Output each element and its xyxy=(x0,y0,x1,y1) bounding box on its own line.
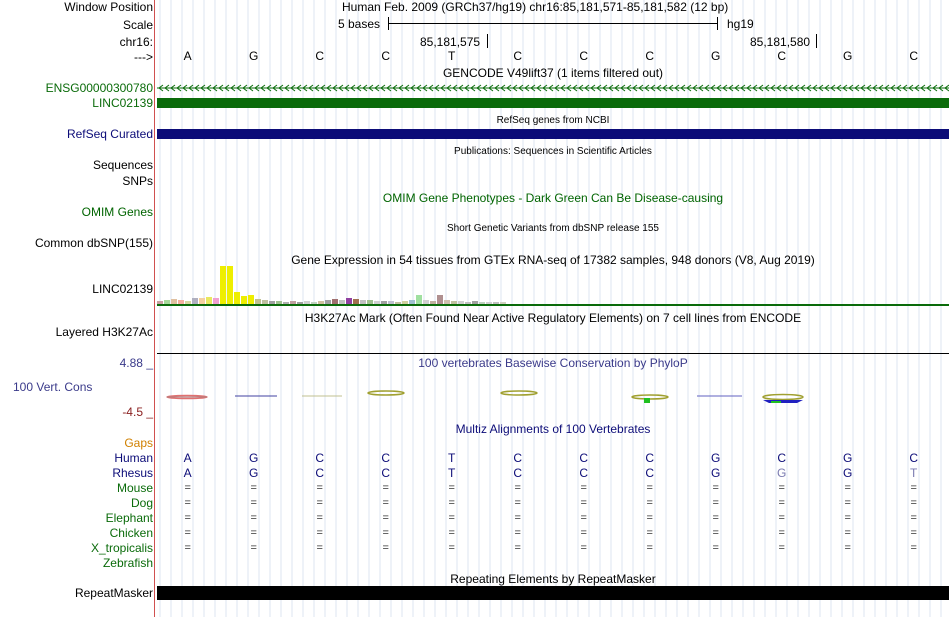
h3k27ac-track-title[interactable]: H3K27Ac Mark (Often Found Near Active Regulatory Elements) on 7 cell lines from ENCODE xyxy=(304,311,802,325)
base-letter: C xyxy=(381,466,391,480)
base-letter: G xyxy=(711,451,721,465)
gtex-tissue-bar[interactable] xyxy=(220,266,226,304)
strand-arrow-label: ---> xyxy=(134,50,153,64)
identity-symbol: = xyxy=(778,542,785,554)
base-sequence-row xyxy=(0,49,950,63)
species-rhesus-label[interactable]: Rhesus xyxy=(112,466,153,480)
position-tick-1 xyxy=(487,34,488,48)
base-letter: C xyxy=(579,466,589,480)
ensg-gene-label[interactable]: ENSG00000300780 xyxy=(45,81,153,95)
identity-symbol: = xyxy=(184,497,191,509)
identity-symbol: = xyxy=(646,482,653,494)
human-alignment-row xyxy=(0,451,950,465)
gtex-tissue-bar[interactable] xyxy=(227,266,233,304)
identity-symbol: = xyxy=(250,542,257,554)
base-letter: C xyxy=(579,451,589,465)
refseq-track-label[interactable]: RefSeq Curated xyxy=(66,127,153,141)
base-letter: C xyxy=(645,49,655,63)
identity-symbol: = xyxy=(712,497,719,509)
elephant-alignment-row xyxy=(0,512,950,525)
identity-symbol: = xyxy=(778,527,785,539)
identity-symbol: = xyxy=(448,482,455,494)
rhesus-alignment-row xyxy=(0,466,950,480)
base-letter: C xyxy=(381,451,391,465)
conservation-label[interactable]: 100 Vert. Cons xyxy=(13,380,93,394)
base-letter: C xyxy=(909,49,919,63)
identity-symbol: = xyxy=(514,542,521,554)
identity-symbol: = xyxy=(184,482,191,494)
sequences-label[interactable]: Sequences xyxy=(92,158,153,172)
identity-symbol: = xyxy=(844,512,851,524)
publications-track-title[interactable]: Publications: Sequences in Scientific Articles xyxy=(454,146,652,157)
identity-symbol: = xyxy=(514,497,521,509)
base-letter: G xyxy=(711,466,721,480)
identity-symbol: = xyxy=(844,542,851,554)
base-letter: C xyxy=(909,451,919,465)
identity-symbol: = xyxy=(316,527,323,539)
dbsnp-label[interactable]: Common dbSNP(155) xyxy=(34,236,153,250)
identity-symbol: = xyxy=(184,542,191,554)
identity-symbol: = xyxy=(448,497,455,509)
scale-bar-right-tick xyxy=(717,17,718,30)
gtex-tissue-bar[interactable] xyxy=(437,295,443,304)
identity-symbol: = xyxy=(910,527,917,539)
conservation-track-title[interactable]: 100 vertebrates Basewise Conservation by PhyloP xyxy=(418,356,688,370)
omim-track-title[interactable]: OMIM Gene Phenotypes - Dark Green Can Be Disease-causing xyxy=(382,191,724,205)
base-letter: C xyxy=(645,466,655,480)
species-xtropicalis-label[interactable]: X_tropicalis xyxy=(90,541,153,555)
identity-symbol: = xyxy=(910,482,917,494)
identity-symbol: = xyxy=(382,542,389,554)
identity-symbol: = xyxy=(382,512,389,524)
xtropicalis-alignment-row xyxy=(0,542,950,555)
identity-symbol: = xyxy=(646,527,653,539)
base-letter: C xyxy=(513,451,523,465)
dog-alignment-row xyxy=(0,497,950,510)
position-label-2: 85,181,580 xyxy=(750,35,811,49)
identity-symbol: = xyxy=(514,527,521,539)
label-divider-line xyxy=(154,0,155,617)
repeatmasker-label[interactable]: RepeatMasker xyxy=(74,586,153,600)
scale-bar xyxy=(388,23,718,24)
identity-symbol: = xyxy=(646,497,653,509)
species-dog-label[interactable]: Dog xyxy=(130,496,153,510)
multiz-track-title[interactable]: Multiz Alignments of 100 Vertebrates xyxy=(455,422,651,436)
window-position-label: Window Position xyxy=(64,0,153,14)
chromosome-label: chr16: xyxy=(119,35,153,49)
base-letter: G xyxy=(249,49,259,63)
base-letter: C xyxy=(777,49,787,63)
identity-symbol: = xyxy=(250,482,257,494)
species-mouse-label[interactable]: Mouse xyxy=(116,481,153,495)
scale-bar-left-tick xyxy=(388,17,389,30)
base-letter: T xyxy=(448,49,456,63)
snps-label[interactable]: SNPs xyxy=(122,174,153,188)
base-letter: C xyxy=(315,49,325,63)
base-letter: A xyxy=(183,451,192,465)
conservation-min: -4.5 _ xyxy=(122,405,153,419)
gtex-gene-baseline xyxy=(157,304,949,306)
base-letter: C xyxy=(645,451,655,465)
base-letter: C xyxy=(513,466,523,480)
gencode-track-title[interactable]: GENCODE V49lift37 (1 items filtered out) xyxy=(442,66,664,80)
identity-symbol: = xyxy=(250,497,257,509)
identity-symbol: = xyxy=(250,512,257,524)
gtex-tissue-bar[interactable] xyxy=(416,295,422,304)
base-letter: G xyxy=(711,49,721,63)
gtex-tissue-bar[interactable] xyxy=(234,292,240,304)
identity-symbol: = xyxy=(382,527,389,539)
base-letter: A xyxy=(183,49,192,63)
base-letter: C xyxy=(381,49,391,63)
identity-symbol: = xyxy=(514,482,521,494)
gtex-tissue-bar[interactable] xyxy=(241,296,247,304)
ensg-gene-strand[interactable] xyxy=(157,83,949,93)
base-letter: C xyxy=(315,451,325,465)
position-tick-2 xyxy=(816,34,817,48)
identity-symbol: = xyxy=(316,497,323,509)
base-letter: C xyxy=(513,49,523,63)
gaps-label[interactable]: Gaps xyxy=(124,436,153,450)
identity-symbol: = xyxy=(712,527,719,539)
identity-symbol: = xyxy=(712,512,719,524)
refseq-track-title[interactable]: RefSeq genes from NCBI xyxy=(496,115,610,126)
identity-symbol: = xyxy=(778,512,785,524)
identity-symbol: = xyxy=(382,482,389,494)
gtex-gene-label[interactable]: LINC02139 xyxy=(92,282,153,296)
conservation-wiggle[interactable] xyxy=(157,385,949,407)
identity-symbol: = xyxy=(184,512,191,524)
base-letter: T xyxy=(448,451,456,465)
identity-symbol: = xyxy=(844,527,851,539)
repeatmasker-bar[interactable] xyxy=(157,586,949,600)
identity-symbol: = xyxy=(712,482,719,494)
base-letter: C xyxy=(777,451,787,465)
identity-symbol: = xyxy=(382,497,389,509)
identity-symbol: = xyxy=(514,512,521,524)
identity-symbol: = xyxy=(316,542,323,554)
gtex-track-title[interactable]: Gene Expression in 54 tissues from GTEx RNA-seq of 17382 samples, 948 donors (V8, Aug 2019) xyxy=(291,253,815,267)
window-position-text: Human Feb. 2009 (GRCh37/hg19) chr16:85,181,571-85,181,582 (12 bp) xyxy=(342,0,729,14)
h3k27ac-baseline xyxy=(157,353,949,354)
identity-symbol: = xyxy=(712,542,719,554)
identity-symbol: = xyxy=(844,497,851,509)
identity-symbol: = xyxy=(580,527,587,539)
base-letter: G xyxy=(249,466,259,480)
identity-symbol: = xyxy=(778,482,785,494)
scale-assembly-text: hg19 xyxy=(727,17,754,31)
identity-symbol: = xyxy=(448,512,455,524)
identity-symbol: = xyxy=(910,512,917,524)
identity-symbol: = xyxy=(910,497,917,509)
base-letter: T xyxy=(448,466,456,480)
gtex-tissue-bar[interactable] xyxy=(248,295,254,304)
identity-symbol: = xyxy=(316,512,323,524)
identity-symbol: = xyxy=(184,527,191,539)
identity-symbol: = xyxy=(580,542,587,554)
refseq-gene-bar[interactable] xyxy=(157,129,949,139)
repeatmasker-track-title[interactable]: Repeating Elements by RepeatMasker xyxy=(450,572,656,586)
omim-genes-label[interactable]: OMIM Genes xyxy=(81,205,153,219)
base-letter: G xyxy=(249,451,259,465)
gtex-tissue-bar[interactable] xyxy=(206,297,212,304)
identity-symbol: = xyxy=(448,542,455,554)
species-elephant-label[interactable]: Elephant xyxy=(105,511,153,525)
identity-symbol: = xyxy=(580,497,587,509)
base-letter: G xyxy=(777,466,787,480)
mouse-alignment-row xyxy=(0,482,950,495)
scale-left-text: 5 bases xyxy=(338,17,381,31)
base-letter: G xyxy=(843,49,853,63)
species-chicken-label[interactable]: Chicken xyxy=(109,526,153,540)
gtex-expression-bars[interactable] xyxy=(157,266,949,304)
identity-symbol: = xyxy=(250,527,257,539)
chicken-alignment-row xyxy=(0,527,950,540)
base-letter: C xyxy=(579,49,589,63)
position-label-1: 85,181,575 xyxy=(420,35,481,49)
identity-symbol: = xyxy=(844,482,851,494)
identity-symbol: = xyxy=(910,542,917,554)
h3k27ac-label[interactable]: Layered H3K27Ac xyxy=(55,325,153,339)
dbsnp-track-title[interactable]: Short Genetic Variants from dbSNP release 155 xyxy=(447,223,659,234)
linc-gene-bar[interactable] xyxy=(157,98,949,108)
identity-symbol: = xyxy=(646,512,653,524)
base-letter: A xyxy=(183,466,192,480)
species-human-label[interactable]: Human xyxy=(114,451,153,465)
identity-symbol: = xyxy=(448,527,455,539)
identity-symbol: = xyxy=(580,482,587,494)
identity-symbol: = xyxy=(316,482,323,494)
identity-symbol: = xyxy=(778,497,785,509)
base-letter: G xyxy=(843,466,853,480)
identity-symbol: = xyxy=(646,542,653,554)
linc-gene-label[interactable]: LINC02139 xyxy=(92,96,153,110)
base-letter: T xyxy=(910,466,918,480)
scale-label: Scale xyxy=(122,18,153,32)
base-letter: G xyxy=(843,451,853,465)
species-zebrafish-label[interactable]: Zebrafish xyxy=(102,556,153,570)
identity-symbol: = xyxy=(580,512,587,524)
base-letter: C xyxy=(315,466,325,480)
conservation-max: 4.88 _ xyxy=(119,356,153,370)
